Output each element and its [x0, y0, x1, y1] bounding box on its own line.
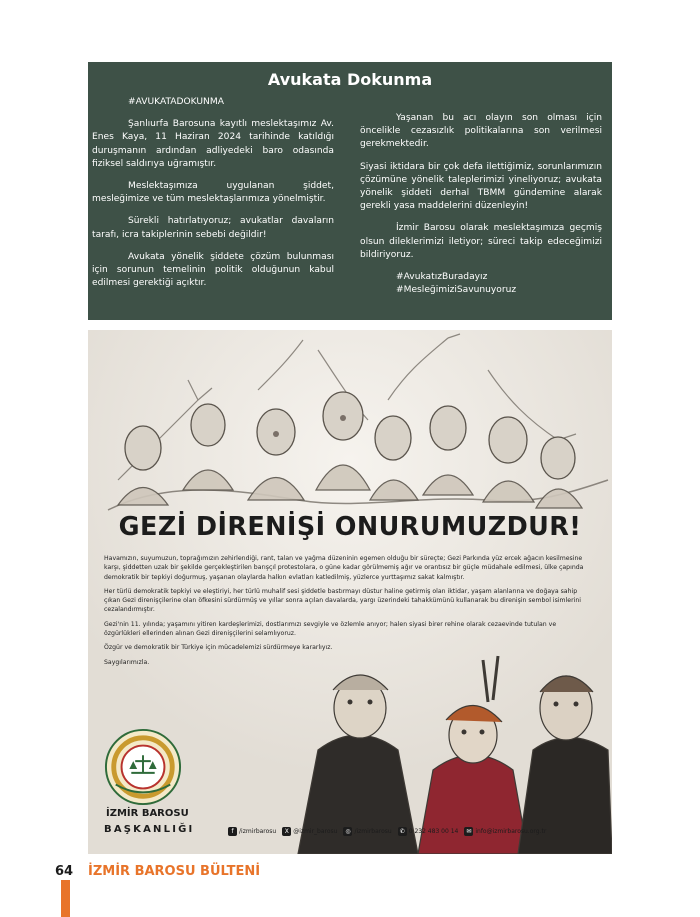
article-hashtag: #MesleğimiziSavunuyoruz [396, 285, 517, 296]
poster-brand-department: BAŞKANLIĞI [104, 824, 195, 835]
article-hashtag: #AvukatızBuradayız [396, 272, 488, 283]
contact-text: info@izmirbarosu.org.tr [475, 827, 547, 835]
contact-text: /izmirbarosu [239, 827, 277, 835]
article-paragraph: Avukata yönelik şiddete çözüm bulunması için sorunun temelinin politik olduğunun kabul edilmesi gerektiği açıktır. [92, 251, 334, 289]
contact-instagram[interactable] [343, 827, 391, 836]
email-icon: ✉ [466, 827, 472, 835]
contact-text: 0 232 483 00 14 [408, 827, 459, 835]
poster-headline: GEZİ DİRENİŞİ ONURUMUZDUR! [118, 512, 582, 542]
contact-bar [228, 824, 612, 838]
article-right-column [360, 112, 602, 297]
contact-text: /izmirbarosu [354, 827, 392, 835]
article-left-column [92, 96, 334, 299]
facebook-icon: f [228, 827, 237, 836]
article-paragraph: Siyasi iktidara bir çok defa ilettiğimiz, sorunlarımızın çözümüne yönelik taleplerimizi yineliyoruz; avukata yönelik şiddeti derhal TBMM gündemine alarak gerekli yasa maddelerini düzenleyin! [360, 161, 602, 212]
article-paragraph: Sürekli hatırlatıyoruz; avukatlar davaların tarafı, icra takiplerinin sebebi değildir! [92, 216, 334, 240]
journal-title: İZMİR BAROSU BÜLTENİ [88, 864, 261, 879]
phone-icon: ✆ [399, 827, 405, 835]
poster-brand-name: İZMİR BAROSU [106, 808, 189, 819]
contact-phone[interactable] [398, 827, 459, 836]
contact-facebook[interactable] [228, 827, 276, 836]
contact-x[interactable] [282, 827, 337, 836]
poster-body [104, 554, 590, 672]
gezi-poster [88, 330, 612, 854]
contact-email[interactable] [464, 827, 546, 836]
article-paragraph: Meslektaşımıza uygulanan şiddet, mesleğimize ve tüm meslektaşlarımıza yönelmiştir. [92, 181, 334, 205]
article-hashtag-heading: #AVUKATADOKUNMA [128, 97, 224, 107]
article-paragraph: Yaşanan bu acı olayın son olması için öncelikle cezasızlık politikalarına son verilmesi gerekmektedir. [360, 113, 602, 150]
article-paragraph: İzmir Barosu olarak meslektaşımıza geçmiş olsun dileklerimizi iletiyor; süreci takip edeceğimizi bildiriyoruz. [360, 223, 602, 260]
poster-signoff: Saygılarımızla. [104, 658, 150, 666]
poster-paragraph: Havamızın, suyumuzun, toprağımızın zehirlendiği, rant, talan ve yağma düzeninin egemen olduğu bir süreçte; Gezi Parkında yüz ercek ağacın kesilmesine karşı, şiddetten uzak bir şekilde gerçekleştirilen barışçıl protestolara, o güne kadar görülmemiş ağır ve orantısız bir güçle müdahale edilmesi, ülke çapında demokratik bir tepkiyi doğurmuş, yaşanan olaylarda halkın evlatları katledilmiş, yüzlerce yurttaşımız sakat kalmıştır. [104, 555, 584, 581]
contact-text: @izmir_barosu [293, 827, 338, 835]
page-number: 64 [55, 864, 74, 879]
article-title: Avukata Dokunma [267, 70, 433, 89]
footer-accent-bar [61, 880, 70, 917]
poster-paragraph: Özgür ve demokratik bir Türkiye için mücadelemizi sürdürmeye kararlıyız. [104, 644, 333, 652]
izmir-bar-logo [104, 728, 182, 806]
x-icon: X [282, 827, 291, 836]
instagram-icon: ◎ [345, 827, 351, 835]
poster-paragraph: Gezi'nin 11. yılında; yaşamını yitiren kardeşlerimizi, dostlarımızı sevgiyle ve özlemle anıyor; halen siyasi birer rehine olarak cezaevinde tutulan ve özgürlükleri ellerinden alınan Gezi direnişçilerini selamlıyoruz. [104, 620, 557, 638]
article-paragraph: Şanlıurfa Barosuna kayıtlı meslektaşımız Av. Enes Kaya, 11 Haziran 2024 tarihinde katıldığı duruşmanın ardından adliyedeki baro odasında fiziksel saldırıya uğramıştır. [92, 119, 334, 169]
article-box [88, 62, 612, 320]
poster-paragraph: Her türlü demokratik tepkiyi ve eleştiriyi, her türlü muhalif sesi şiddetle bastırmayı düstur haline getirmiş olan iktidar, yaşam alanlarına ve doğaya sahip çıkan Gezi direnişçilerine olan öfkesini sürdürmüş ve yıllar sonra açılan davalarda, yargı üzerindeki tahakkümünü kullanarak bu direnişin sembol isimlerini cezalandırmıştır. [104, 587, 582, 614]
